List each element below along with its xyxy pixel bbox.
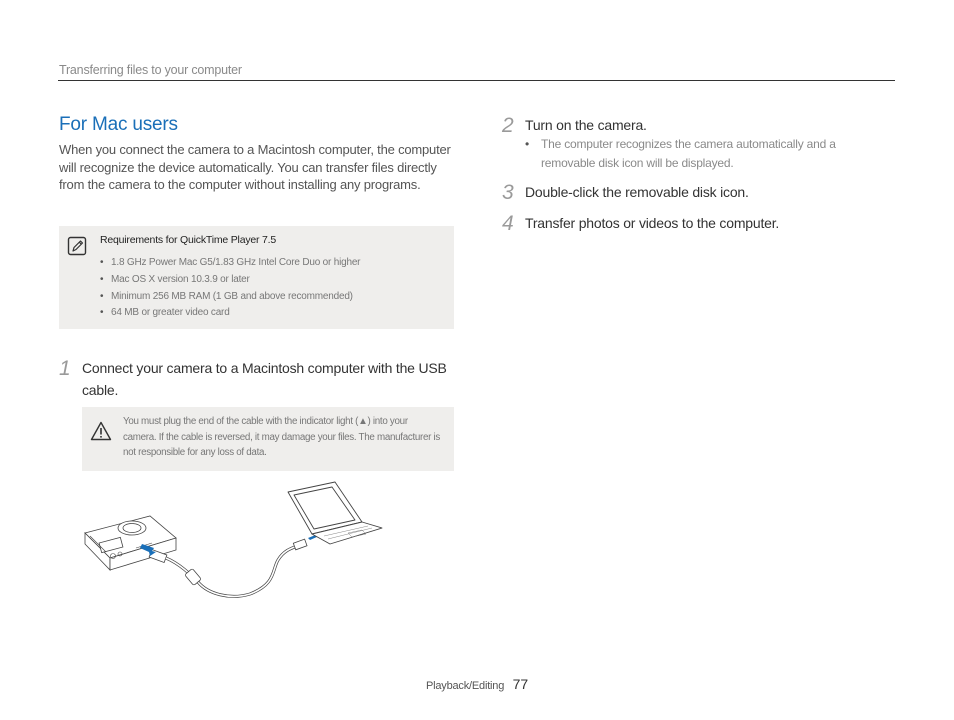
step-number: 4 (502, 212, 514, 235)
footer-section-label: Playback/Editing (426, 680, 505, 692)
step-number: 3 (502, 181, 514, 204)
list-item-text: The computer recognizes the camera automatically and a removable disk icon will be displayed. (541, 137, 836, 170)
step-text: Turn on the camera. (525, 117, 647, 133)
list-item: • Mac OS X version 10.3.9 or later (100, 273, 250, 285)
step-text: Double-click the removable disk icon. (525, 184, 749, 200)
list-item: • 1.8 GHz Power Mac G5/1.83 GHz Intel Core Duo or higher (100, 257, 361, 268)
page-number: 77 (512, 676, 529, 692)
step-number: 2 (502, 114, 514, 137)
header-divider (58, 80, 895, 81)
requirements-note-box (59, 226, 454, 329)
section-header: Transferring files to your computer (59, 63, 242, 77)
list-item: • Minimum 256 MB RAM (1 GB and above recommended) (100, 290, 353, 302)
list-item-text: 1.8 GHz Power Mac G5/1.83 GHz Intel Core Duo or higher (111, 257, 361, 268)
requirements-list (100, 255, 360, 322)
note-title: Requirements for QuickTime Player 7.5 (100, 234, 277, 246)
step-number: 1 (59, 357, 71, 380)
step-text: Transfer photos or videos to the computer. (525, 215, 780, 231)
camera-connected-to-laptop-illustration (80, 478, 390, 608)
intro-paragraph: When you connect the camera to a Macintosh computer, the computer will recognize the device automatically. You can transfer files directly from the camera to the computer without installing any programs. (59, 142, 451, 192)
list-item-text: 64 MB or greater video card (111, 307, 230, 319)
warning-text: You must plug the end of the cable with the indicator light (▲) into your camera. If the cable is reversed, it may damage your files. The manufacturer is not responsible for any loss of data. (123, 416, 440, 458)
warning-triangle-icon (90, 421, 112, 441)
list-item-text: Minimum 256 MB RAM (1 GB and above recommended) (111, 290, 353, 302)
list-item-text: Mac OS X version 10.3.9 or later (111, 273, 250, 285)
list-item: • The computer recognizes the camera automatically and a removable disk icon will be displayed. (525, 135, 880, 173)
note-pencil-icon (67, 236, 87, 256)
step-text: Connect your camera to a Macintosh computer with the USB cable. (82, 360, 447, 398)
page-title: For Mac users (59, 114, 178, 135)
warning-box (82, 407, 454, 471)
list-item: • 64 MB or greater video card (100, 307, 230, 319)
page-footer (426, 676, 528, 694)
